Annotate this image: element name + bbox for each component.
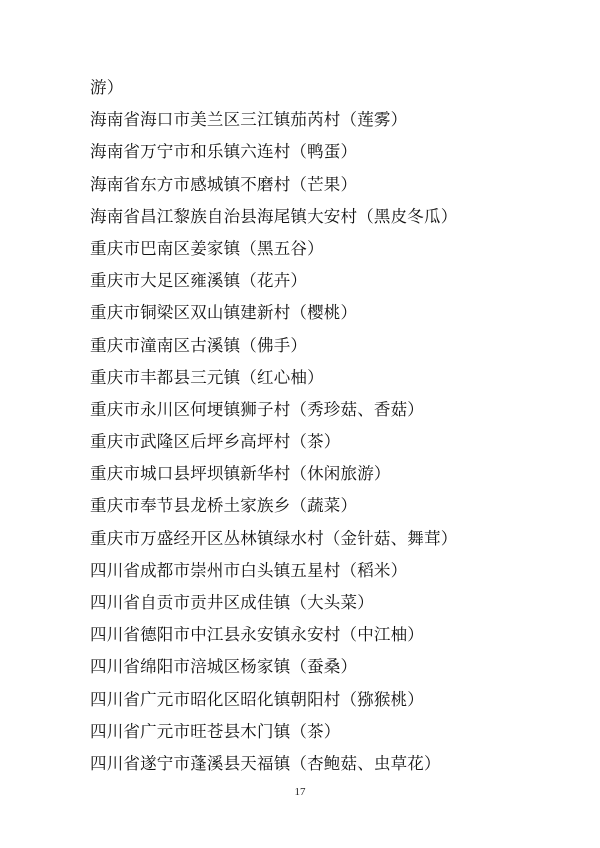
list-item: 四川省广元市旺苍县木门镇（茶） — [90, 721, 341, 741]
list-item: 重庆市奉节县龙桥土家族乡（蔬菜） — [90, 496, 358, 516]
page-number: 17 — [294, 786, 306, 798]
list-item: 重庆市潼南区古溪镇（佛手） — [90, 335, 308, 355]
list-item: 海南省万宁市和乐镇六连村（鸭蛋） — [90, 142, 358, 162]
list-item: 四川省德阳市中江县永安镇永安村（中江柚） — [90, 625, 424, 645]
list-item: 重庆市巴南区姜家镇（黑五谷） — [90, 238, 324, 258]
list-item: 海南省昌江黎族自治县海尾镇大安村（黑皮冬瓜） — [90, 206, 458, 226]
list-item: 游） — [90, 78, 124, 97]
list-item: 重庆市大足区雍溪镇（花卉） — [90, 271, 308, 291]
list-item: 重庆市万盛经开区丛林镇绿水村（金针菇、舞茸） — [90, 528, 458, 548]
list-item: 四川省遂宁市蓬溪县天福镇（杏鲍菇、虫草花） — [90, 753, 441, 773]
list-item: 重庆市铜梁区双山镇建新村（樱桃） — [90, 303, 358, 323]
list-item: 海南省东方市感城镇不磨村（芒果） — [90, 174, 358, 194]
list-item: 四川省自贡市贡井区成佳镇（大头菜） — [90, 593, 374, 612]
list-item: 四川省成都市崇州市白头镇五星村（稻米） — [90, 560, 408, 580]
list-item: 重庆市武隆区后坪乡高坪村（茶） — [90, 432, 341, 452]
list-item: 四川省广元市昭化区昭化镇朝阳村（猕猴桃） — [90, 689, 424, 709]
village-list — [90, 72, 570, 780]
list-item: 重庆市城口县坪坝镇新华村（休闲旅游） — [90, 464, 391, 484]
list-item: 重庆市永川区何埂镇狮子村（秀珍菇、香菇） — [90, 399, 424, 419]
list-item: 重庆市丰都县三元镇（红心柚） — [90, 367, 324, 387]
list-item: 海南省海口市美兰区三江镇茄芮村（莲雾） — [90, 110, 408, 130]
list-item: 四川省绵阳市涪城区杨家镇（蚕桑） — [90, 657, 358, 677]
